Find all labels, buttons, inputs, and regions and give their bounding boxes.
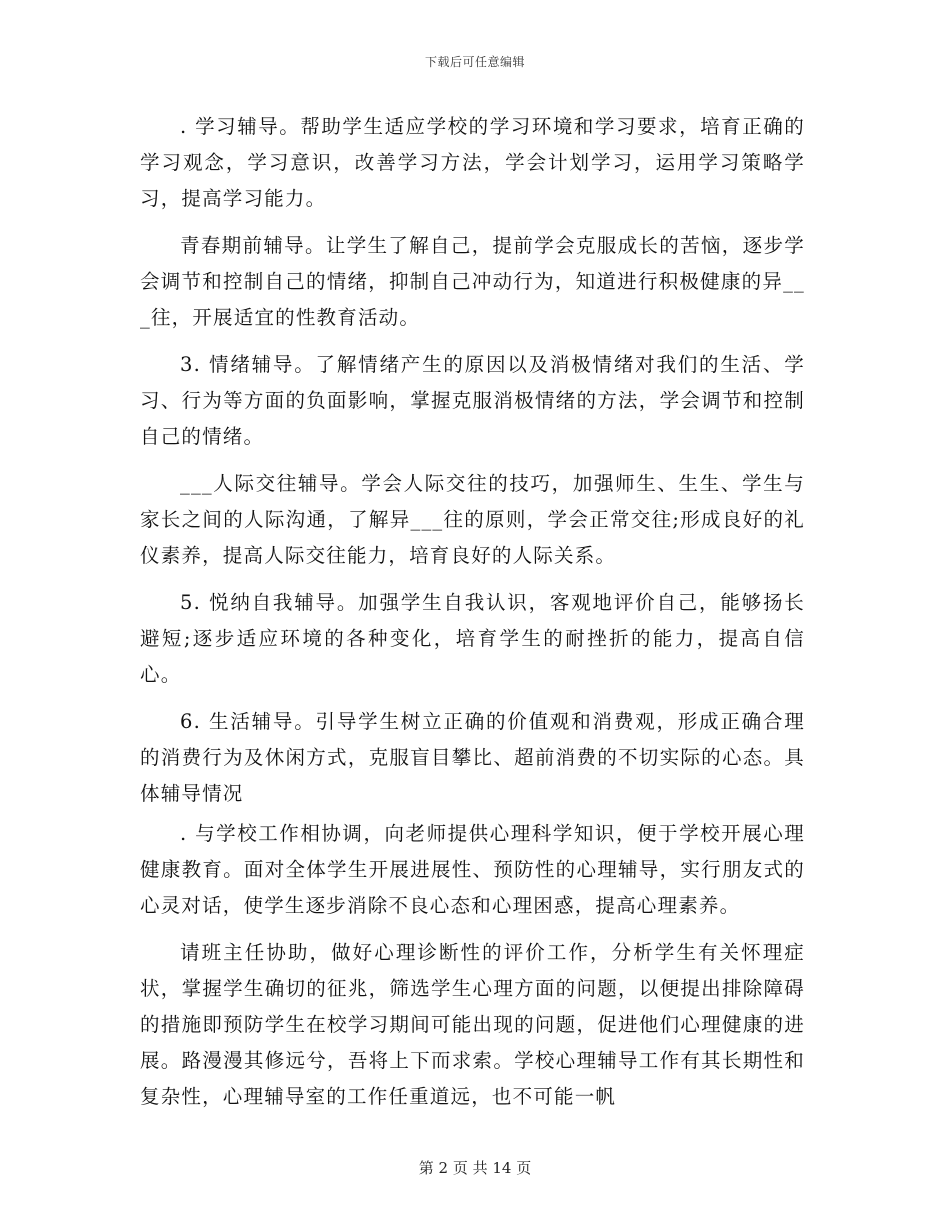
paragraph-life-guidance: 6. 生活辅导。引导学生树立正确的价值观和消费观，形成正确合理的消费行为及休闲方式，克服盲目攀比、超前消费的不切实际的心态。具体辅导情况 [140, 710, 805, 805]
paragraph-teacher-assistance: 请班主任协助，做好心理诊断性的评价工作，分析学生有关怀理症状，掌握学生确切的征兆，筛选学生心理方面的问题，以便提出排除障碍的措施即预防学生在校学习期间可能出现的问题，促进他们心理健康的进展。路漫漫其修远兮，吾将上下而求索。学校心理辅导工作有其长期性和复杂性，心理辅导室的工作任重道远，也不可能一帆 [140, 941, 805, 1108]
paragraph-self-acceptance-guidance: 5. 悦纳自我辅导。加强学生自我认识，客观地评价自己，能够扬长避短;逐步适应环境的各种变化，培育学生的耐挫折的能力，提高自信心。 [140, 591, 805, 686]
document-body [140, 109, 805, 1126]
page-header: 下载后可任意编辑 [424, 55, 525, 69]
page-number: 第 2 页 共 14 页 [418, 1159, 532, 1177]
paragraph-puberty-guidance: 青春期前辅导。让学生了解自己，提前学会克服成长的苦恼，逐步学会调节和控制自己的情绪，抑制自己冲动行为，知道进行积极健康的异___往，开展适宜的性教育活动。 [140, 234, 805, 329]
paragraph-interpersonal-guidance: ___人际交往辅导。学会人际交往的技巧，加强师生、生生、学生与家长之间的人际沟通，了解异___往的原则，学会正常交往;形成良好的礼仪素养，提高人际交往能力，培育良好的人际关系。 [140, 472, 805, 567]
paragraph-emotion-guidance: 3. 情绪辅导。了解情绪产生的原因以及消极情绪对我们的生活、学习、行为等方面的负面影响，掌握克服消极情绪的方法，学会调节和控制自己的情绪。 [140, 353, 805, 448]
paragraph-study-guidance: . 学习辅导。帮助学生适应学校的学习环境和学习要求，培育正确的学习观念，学习意识，改善学习方法，学会计划学习，运用学习策略学习，提高学习能力。 [140, 115, 805, 210]
paragraph-school-coordination: . 与学校工作相协调，向老师提供心理科学知识，便于学校开展心理健康教育。面对全体学生开展进展性、预防性的心理辅导，实行朋友式的心灵对话，使学生逐步消除不良心态和心理困惑，提高心理素养。 [140, 822, 805, 917]
